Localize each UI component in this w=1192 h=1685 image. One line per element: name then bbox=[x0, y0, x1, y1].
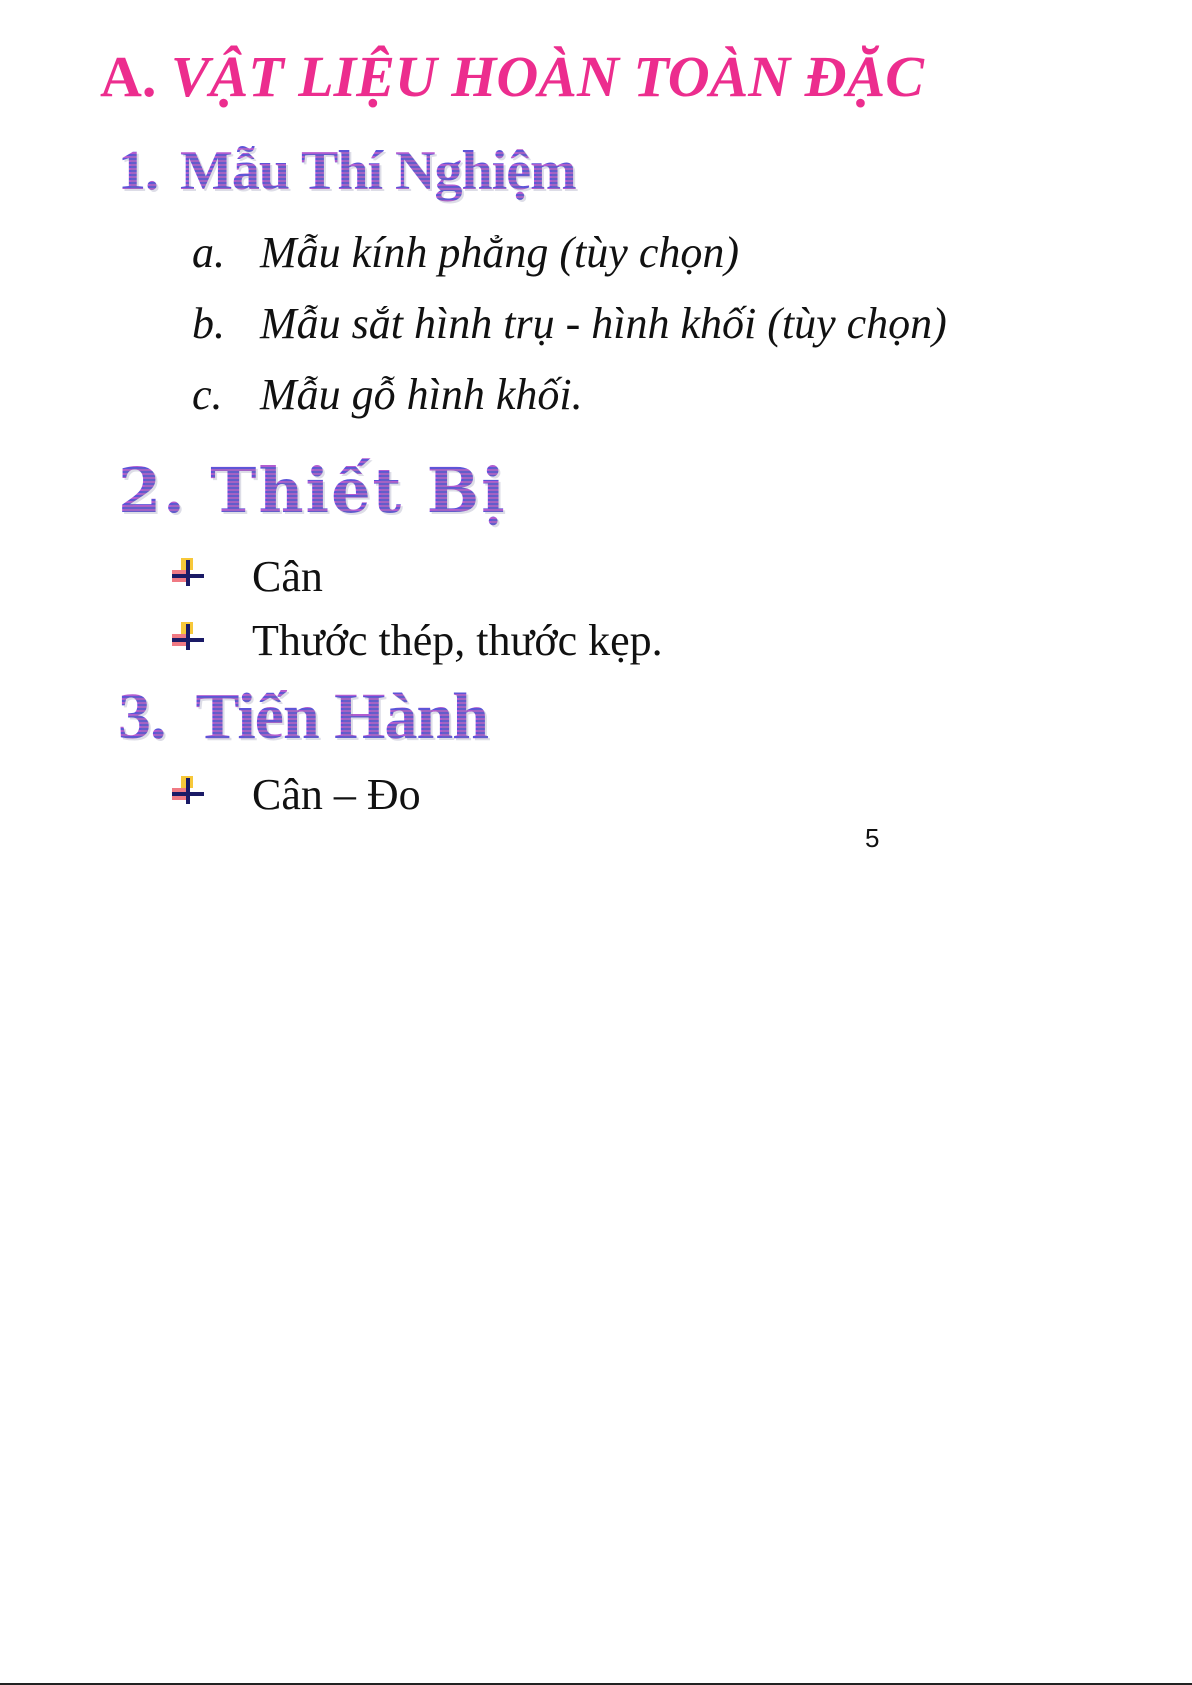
list-item bbox=[192, 296, 947, 367]
list-item-letter: c. bbox=[192, 370, 223, 419]
list-item-letter: b. bbox=[192, 299, 225, 348]
list-item-text: Thước thép, thước kẹp. bbox=[252, 616, 663, 665]
cross-bullet-icon bbox=[172, 622, 206, 652]
equipment-list bbox=[172, 549, 663, 677]
section-heading-procedure bbox=[118, 680, 488, 754]
page-title bbox=[100, 42, 924, 112]
cross-bullet-icon bbox=[172, 776, 206, 806]
title-prefix: A. bbox=[100, 44, 157, 109]
section-heading-text: Mẫu Thí Nghiệm bbox=[180, 140, 576, 202]
list-item-text: Mẫu kính phẳng (tùy chọn) bbox=[260, 228, 739, 277]
section-heading-equipment: 2. Thiết Bị bbox=[118, 454, 507, 527]
list-item-text: Mẫu gỗ hình khối. bbox=[260, 370, 583, 419]
list-item bbox=[172, 767, 421, 831]
sample-list bbox=[192, 225, 947, 438]
list-item bbox=[172, 613, 663, 677]
list-item bbox=[192, 225, 947, 296]
list-item-text: Mẫu sắt hình trụ - hình khối (tùy chọn) bbox=[260, 299, 947, 348]
section-heading-text: Tiến Hành bbox=[195, 680, 488, 753]
procedure-list bbox=[172, 767, 421, 831]
list-item-text: Cân – Đo bbox=[252, 770, 421, 819]
title-text: VẬT LIỆU HOÀN TOÀN ĐẶC bbox=[170, 44, 924, 109]
cross-bullet-icon bbox=[172, 558, 206, 588]
list-item bbox=[172, 549, 663, 613]
section-number: 3. bbox=[118, 680, 166, 753]
section-number: 1. bbox=[118, 140, 158, 202]
list-item-text: Cân bbox=[252, 552, 323, 601]
list-item bbox=[192, 367, 947, 438]
list-item-letter: a. bbox=[192, 228, 225, 277]
section-heading-samples bbox=[118, 138, 576, 204]
page-number: 5 bbox=[865, 823, 880, 853]
